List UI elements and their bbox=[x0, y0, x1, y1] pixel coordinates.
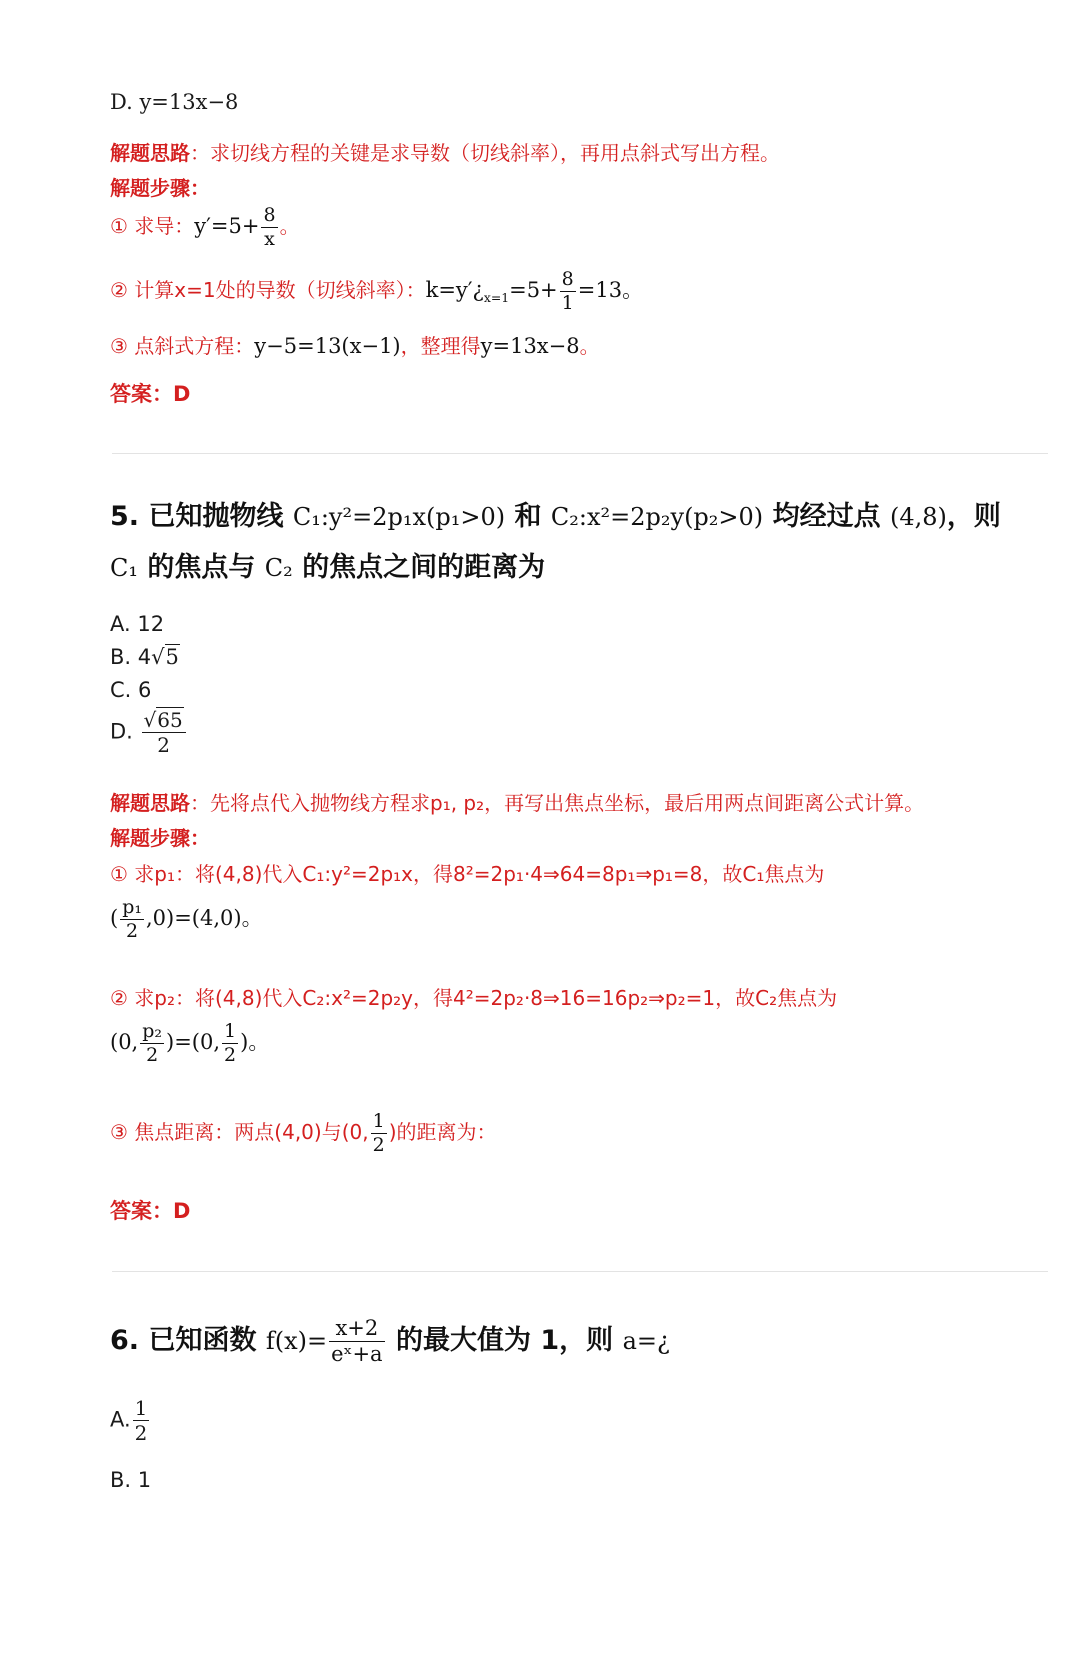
q6-option-a-label: A. bbox=[110, 1407, 131, 1432]
q5-thought bbox=[110, 787, 924, 816]
q5-title2-m1: C₁ bbox=[110, 554, 138, 582]
q5-title-line2 bbox=[110, 545, 545, 584]
q4-step1-end: 。 bbox=[279, 214, 300, 238]
frac-numerator: 1 bbox=[224, 1020, 237, 1042]
frac-numerator: x+2 bbox=[329, 1318, 384, 1342]
q5-option-b[interactable] bbox=[110, 645, 180, 669]
q5-step2-close: )。 bbox=[240, 1030, 270, 1054]
q4-step1-math: y′=5+ bbox=[194, 214, 260, 238]
q5-step1-open: ( bbox=[110, 906, 119, 930]
q5-steps-label: 解题步骤： bbox=[110, 826, 210, 850]
q5-title-d: ，则 bbox=[946, 501, 1001, 532]
q5-title-m1: C₁:y²=2p₁x(p₁>0) bbox=[292, 503, 506, 531]
q5-step2-open: (0, bbox=[110, 1030, 139, 1054]
q4-step2-end: =13。 bbox=[577, 278, 644, 302]
q5-step1-close: ,0)=(4,0)。 bbox=[145, 906, 263, 930]
q4-option-d[interactable]: D. y=13x−8 bbox=[110, 90, 239, 114]
frac-numerator: p₂ bbox=[142, 1020, 163, 1042]
sqrt-sign-icon: √ bbox=[151, 645, 165, 669]
q5-step2-frac2 bbox=[222, 1022, 238, 1065]
frac-denominator: 2 bbox=[224, 1044, 237, 1066]
q5-option-d-radicand: 65 bbox=[157, 708, 183, 732]
q5-title-b: 和 bbox=[514, 501, 542, 532]
q6-title-a: 6. 已知函数 bbox=[110, 1325, 257, 1356]
sqrt-sign-icon: √ bbox=[143, 708, 157, 732]
q5-step2-line1: ② 求p₂：将(4,8)代入C₂:x²=2p₂y，得4²=2p₂·8⇒16=16p₂⇒p₂=1，故C₂焦点为 bbox=[110, 986, 838, 1010]
q6-option-b[interactable]: B. 1 bbox=[110, 1468, 152, 1492]
frac-denominator: 2 bbox=[157, 733, 171, 757]
q4-thought-text: ：求切线方程的关键是求导数（切线斜率），再用点斜式写出方程。 bbox=[190, 141, 780, 165]
q4-step3 bbox=[110, 330, 600, 359]
q5-answer: 答案：D bbox=[110, 1199, 191, 1223]
q5-option-c[interactable]: C. 6 bbox=[110, 678, 152, 702]
q5-step2-frac1 bbox=[140, 1022, 164, 1065]
q5-option-a[interactable]: A. 12 bbox=[110, 612, 165, 636]
q6-title-m1: f(x)= bbox=[265, 1327, 328, 1355]
q5-option-d[interactable] bbox=[110, 710, 188, 755]
q4-step2-sub: x=1 bbox=[483, 290, 510, 305]
q5-step3-end: )的距离为： bbox=[388, 1120, 497, 1144]
q5-option-b-radicand: 5 bbox=[165, 645, 179, 669]
q5-title2-b: 的焦点之间的距离为 bbox=[302, 552, 546, 583]
q5-thought-label: 解题思路 bbox=[110, 791, 190, 815]
q5-step2-mid: )=(0, bbox=[166, 1030, 221, 1054]
q5-step3-prefix: ③ 焦点距离：两点(4,0)与(0, bbox=[110, 1120, 369, 1144]
q5-option-d-label: D. bbox=[110, 719, 133, 744]
q5-step1-line2 bbox=[110, 898, 263, 941]
q5-option-b-label: B. 4 bbox=[110, 645, 152, 669]
q4-step2-math: k=y′¿ bbox=[425, 278, 484, 302]
frac-denominator: 2 bbox=[134, 1421, 148, 1445]
frac-numerator: 8 bbox=[561, 268, 574, 290]
q4-step3-mid: ，整理得 bbox=[400, 334, 481, 358]
q4-answer: 答案：D bbox=[110, 382, 191, 406]
q5-title-line1 bbox=[110, 494, 1001, 533]
frac-denominator: 2 bbox=[126, 920, 139, 942]
q5-step3-frac bbox=[371, 1112, 387, 1155]
section-divider bbox=[112, 1271, 1048, 1272]
q4-step2-mid: =5+ bbox=[509, 278, 558, 302]
q5-title2-a: 的焦点与 bbox=[147, 552, 256, 583]
q4-step1 bbox=[110, 206, 300, 249]
q5-title-c: 均经过点 bbox=[772, 501, 881, 532]
q4-step3-prefix: ③ 点斜式方程： bbox=[110, 334, 255, 358]
frac-numerator bbox=[142, 710, 186, 733]
q4-step2-frac bbox=[560, 270, 576, 313]
q4-thought-label: 解题思路 bbox=[110, 141, 190, 165]
q5-step3 bbox=[110, 1112, 497, 1155]
q5-title2-m2: C₂ bbox=[264, 554, 293, 582]
q4-step2 bbox=[110, 270, 643, 313]
q4-step3-math2: y=13x−8 bbox=[480, 334, 580, 358]
frac-numerator: p₁ bbox=[122, 896, 142, 918]
q6-title-frac bbox=[329, 1318, 384, 1365]
q6-title bbox=[110, 1318, 670, 1365]
q5-step2-line2 bbox=[110, 1022, 269, 1065]
q5-thought-text: ：先将点代入抛物线方程求p₁, p₂，再写出焦点坐标，最后用两点间距离公式计算。 bbox=[190, 791, 925, 815]
q5-title-m3: (4,8) bbox=[889, 503, 947, 531]
q6-option-a[interactable] bbox=[110, 1398, 151, 1443]
frac-denominator: 2 bbox=[146, 1044, 159, 1066]
q5-option-d-frac bbox=[142, 710, 186, 755]
q4-step2-prefix: ② 计算x=1处的导数（切线斜率）： bbox=[110, 278, 426, 302]
q4-step3-end: 。 bbox=[579, 334, 600, 358]
frac-denominator: eˣ+a bbox=[331, 1342, 383, 1366]
q5-title-m2: C₂:x²=2p₂y(p₂>0) bbox=[550, 503, 764, 531]
q6-title-m2: a=¿ bbox=[622, 1327, 670, 1355]
frac-numerator: 1 bbox=[372, 1110, 385, 1132]
frac-numerator: 8 bbox=[263, 204, 276, 226]
section-divider bbox=[112, 453, 1048, 454]
frac-numerator: 1 bbox=[134, 1396, 148, 1420]
q4-thought bbox=[110, 137, 780, 166]
frac-denominator: 1 bbox=[561, 292, 574, 314]
q6-title-b: 的最大值为 1，则 bbox=[395, 1325, 614, 1356]
q6-option-a-frac bbox=[133, 1398, 150, 1443]
q4-step1-prefix: ① 求导： bbox=[110, 214, 195, 238]
q5-step1-line1: ① 求p₁：将(4,8)代入C₁:y²=2p₁x，得8²=2p₁·4⇒64=8p₁⇒p₁=8，故C₁焦点为 bbox=[110, 862, 825, 886]
q5-title-a: 5. 已知抛物线 bbox=[110, 501, 284, 532]
q4-step1-frac bbox=[261, 206, 277, 249]
q4-steps-label: 解题步骤： bbox=[110, 176, 210, 200]
frac-denominator: 2 bbox=[372, 1134, 385, 1156]
q5-step1-frac bbox=[120, 898, 144, 941]
q4-step3-math: y−5=13(x−1) bbox=[254, 334, 401, 358]
frac-denominator: x bbox=[264, 228, 275, 250]
